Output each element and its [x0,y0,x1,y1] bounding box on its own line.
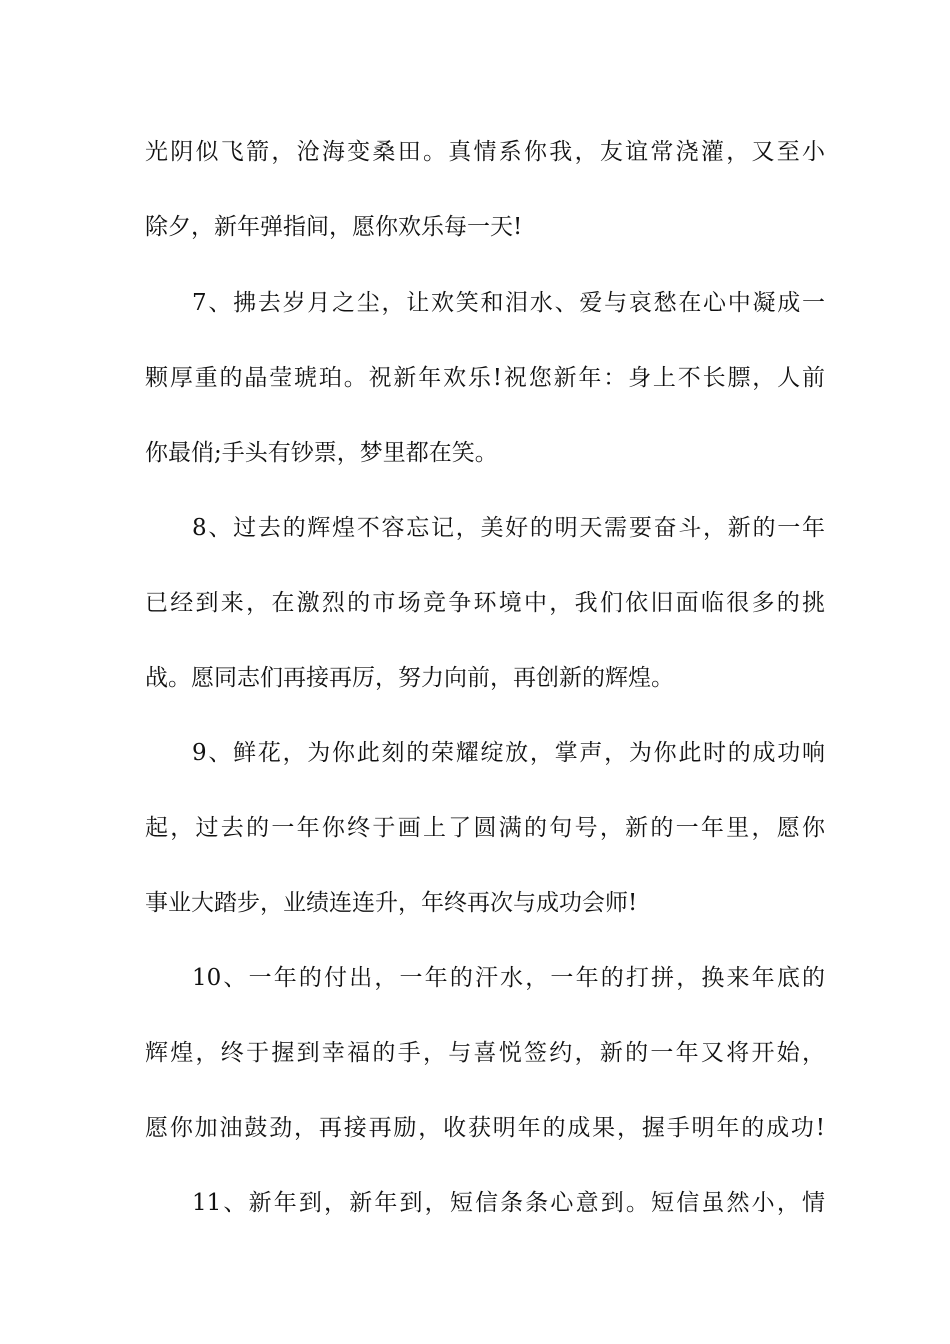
text-line: 光阴似飞箭，沧海变桑田。真情系你我，友谊常浇灌，又至小 [145,139,825,165]
text-line: 辉煌，终于握到幸福的手，与喜悦签约，新的一年又将开始， [145,1040,825,1066]
text-line: 颗厚重的晶莹琥珀。祝新年欢乐!祝您新年：身上不长膘，人前 [145,365,825,391]
text-line: 事业大踏步，业绩连连升，年终再次与成功会师! [145,890,638,916]
text-line: 8、过去的辉煌不容忘记，美好的明天需要奋斗，新的一年 [192,515,825,541]
text-line: 7、拂去岁月之尘，让欢笑和泪水、爱与哀愁在心中凝成一 [192,290,825,316]
text-line: 9、鲜花，为你此刻的荣耀绽放，掌声，为你此时的成功响 [192,740,825,766]
text-line: 除夕，新年弹指间，愿你欢乐每一天! [145,214,523,240]
text-line: 愿你加油鼓劲，再接再励，收获明年的成果，握手明年的成功! [145,1115,825,1141]
text-line: 10、一年的付出，一年的汗水，一年的打拼，换来年底的 [192,965,825,991]
text-line: 战。愿同志们再接再厉，努力向前，再创新的辉煌。 [145,665,674,691]
text-line: 起，过去的一年你终于画上了圆满的句号，新的一年里，愿你 [145,815,825,841]
text-line: 已经到来，在激烈的市场竞争环境中，我们依旧面临很多的挑 [145,590,825,616]
text-line: 11、新年到，新年到，短信条条心意到。短信虽然小，情 [192,1190,825,1216]
text-line: 你最俏;手头有钞票，梦里都在笑。 [145,440,498,466]
